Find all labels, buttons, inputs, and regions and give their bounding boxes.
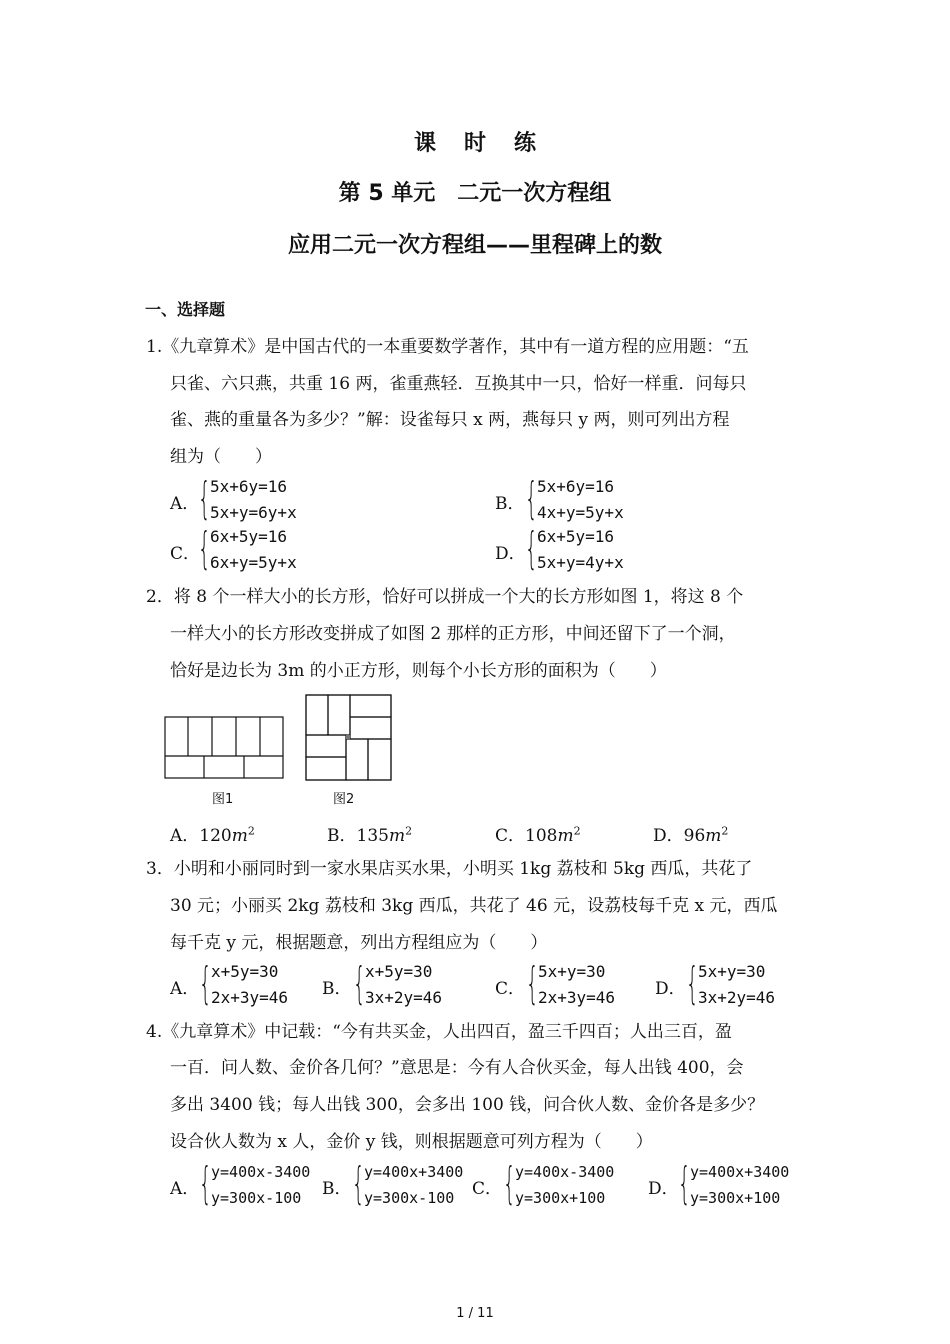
- q3-option-c-label[interactable]: C．: [495, 979, 526, 999]
- equation: 6x+5y=16: [537, 527, 615, 546]
- equation: 5x+6y=16: [537, 477, 615, 496]
- q4-option-c-system: { y=400x-3400 y=300x+100: [503, 1158, 615, 1209]
- q3-option-b-system: { x+5y=30 3x+2y=46: [353, 958, 443, 1009]
- q4-option-c-label[interactable]: C．: [472, 1179, 503, 1199]
- q1-line-1: 1.《九章算术》是中国古代的一本重要数学著作，其中有一道方程的应用题：“五: [146, 337, 749, 357]
- q4-line-4: 设合伙人数为 x 人，金价 y 钱，则根据题意可列方程为（ ）: [170, 1132, 653, 1152]
- q2-option-d[interactable]: [653, 821, 728, 846]
- section-heading: 一、选择题: [145, 300, 226, 319]
- q2-line-3: 恰好是边长为 3m 的小正方形，则每个小长方形的面积为（ ）: [170, 661, 667, 681]
- equation: 5x+y=4y+x: [537, 553, 624, 572]
- q4-line-3: 多出 3400 钱；每人出钱 300，会多出 100 钱，问合伙人数、金价各是多少？: [170, 1095, 765, 1115]
- option-label: A．: [170, 826, 200, 846]
- q2-option-b[interactable]: [327, 821, 412, 846]
- equation: x+5y=30: [365, 962, 433, 981]
- equation: 3x+2y=46: [698, 988, 776, 1007]
- fig2-rect: [306, 735, 346, 757]
- q4-option-d-system: { y=400x+3400 y=300x+100: [678, 1158, 790, 1209]
- q2-line-2: 一样大小的长方形改变拼成了如图 2 那样的正方形，中间还留下了一个洞，: [170, 624, 736, 644]
- q1-option-b-label[interactable]: B．: [495, 494, 525, 514]
- option-label: C．: [495, 826, 526, 846]
- equation: 5x+y=6y+x: [210, 503, 297, 522]
- q3-option-a-system: { x+5y=30 2x+3y=46: [199, 958, 289, 1009]
- option-value: 96: [683, 826, 706, 846]
- q1-option-b-system: { 5x+6y=16 4x+y=5y+x: [525, 473, 624, 524]
- option-value: 120: [199, 826, 232, 846]
- q3-option-a-label[interactable]: A．: [170, 979, 200, 999]
- fig2-rect: [350, 695, 391, 717]
- q4-option-b-system: { y=400x+3400 y=300x-100: [352, 1158, 464, 1209]
- option-unit: m: [231, 826, 248, 846]
- equation: 2x+3y=46: [538, 988, 616, 1007]
- q3-line-3: 每千克 y 元，根据题意，列出方程组应为（ ）: [170, 933, 548, 953]
- figure-1-diagram: [164, 716, 284, 780]
- option-exponent: 2: [573, 824, 581, 838]
- q1-option-a-label[interactable]: A．: [170, 494, 200, 514]
- figure-2-caption: 图2: [333, 792, 355, 807]
- equation: y=400x+3400: [364, 1163, 464, 1181]
- equation: 2x+3y=46: [211, 988, 289, 1007]
- q3-line-1: 3．小明和小丽同时到一家水果店买水果，小明买 1kg 荔枝和 5kg 西瓜，共花了: [146, 859, 753, 879]
- option-label: B．: [327, 826, 357, 846]
- q4-line-1: 4.《九章算术》中记载：“今有共买金，人出四百，盈三千四百；人出三百，盈: [146, 1022, 732, 1042]
- q1-line-4: 组为（ ）: [170, 447, 272, 467]
- q1-option-d-system: { 6x+5y=16 5x+y=4y+x: [525, 523, 624, 574]
- q4-option-b-label[interactable]: B．: [322, 1179, 352, 1199]
- equation: y=300x-100: [364, 1189, 455, 1207]
- option-value: 135: [356, 826, 389, 846]
- q3-option-b-label[interactable]: B．: [322, 979, 352, 999]
- q1-option-c-system: { 6x+5y=16 6x+y=5y+x: [198, 523, 297, 574]
- unit-title: 第 5 单元 二元一次方程组: [338, 181, 612, 206]
- option-exponent: 2: [721, 824, 729, 838]
- option-unit: m: [705, 826, 722, 846]
- option-label: D．: [653, 826, 684, 846]
- equation: 4x+y=5y+x: [537, 503, 624, 522]
- fig2-rect: [346, 739, 368, 780]
- equation: 5x+y=30: [698, 962, 766, 981]
- option-exponent: 2: [405, 824, 413, 838]
- q1-line-3: 雀、燕的重量各为多少？”解：设雀每只 x 两，燕每只 y 两，则可列出方程: [170, 410, 730, 430]
- equation: y=300x-100: [211, 1189, 302, 1207]
- fig2-rect: [368, 739, 391, 780]
- lesson-title: 应用二元一次方程组——里程碑上的数: [287, 233, 662, 258]
- figure-1-caption: 图1: [212, 792, 234, 807]
- equation: 5x+6y=16: [210, 477, 288, 496]
- equation: y=400x+3400: [690, 1163, 790, 1181]
- q3-option-c-system: { 5x+y=30 2x+3y=46: [526, 958, 616, 1009]
- q4-option-a-system: { y=400x-3400 y=300x-100: [199, 1158, 311, 1209]
- option-value: 108: [525, 826, 558, 846]
- equation: 6x+5y=16: [210, 527, 288, 546]
- equation: y=300x+100: [690, 1189, 781, 1207]
- equation: y=400x-3400: [515, 1163, 615, 1181]
- fig2-rect: [328, 695, 350, 735]
- equation: x+5y=30: [211, 962, 279, 981]
- q3-line-2: 30 元；小丽买 2kg 荔枝和 3kg 西瓜，共花了 46 元，设荔枝每千克 x 元，西瓜: [170, 896, 778, 916]
- q2-option-c[interactable]: [495, 821, 581, 846]
- fig2-rect: [350, 717, 391, 739]
- q4-option-d-label[interactable]: D．: [648, 1179, 679, 1199]
- page-title: 课时练: [413, 131, 564, 156]
- q3-option-d-label[interactable]: D．: [655, 979, 686, 999]
- q4-line-2: 一百．问人数、金价各几何？”意思是：今有人合伙买金，每人出钱 400，会: [170, 1058, 744, 1078]
- equation: y=400x-3400: [211, 1163, 311, 1181]
- figure-2-diagram: [305, 694, 393, 782]
- option-unit: m: [388, 826, 406, 846]
- fig2-rect: [306, 695, 328, 735]
- q2-option-a[interactable]: [170, 821, 255, 846]
- equation: y=300x+100: [515, 1189, 606, 1207]
- q2-line-1: 2．将 8 个一样大小的长方形，恰好可以拼成一个大的长方形如图 1，将这 8 个: [146, 587, 744, 607]
- page-number: 1 / 11: [456, 1306, 494, 1321]
- q1-option-a-system: { 5x+6y=16 5x+y=6y+x: [198, 473, 297, 524]
- q1-line-2: 只雀、六只燕，共重 16 两，雀重燕轻．互换其中一只，恰好一样重．问每只: [170, 374, 747, 394]
- equation: 6x+y=5y+x: [210, 553, 297, 572]
- fig2-rect: [306, 757, 346, 780]
- equation: 3x+2y=46: [365, 988, 443, 1007]
- fig2-hole: [346, 735, 350, 739]
- q1-option-c-label[interactable]: C．: [170, 544, 201, 564]
- q3-option-d-system: { 5x+y=30 3x+2y=46: [686, 958, 776, 1009]
- fig1-outline: [165, 717, 283, 778]
- q4-option-a-label[interactable]: A．: [170, 1179, 200, 1199]
- option-exponent: 2: [247, 824, 255, 838]
- equation: 5x+y=30: [538, 962, 606, 981]
- option-unit: m: [557, 826, 574, 846]
- q1-option-d-label[interactable]: D．: [495, 544, 526, 564]
